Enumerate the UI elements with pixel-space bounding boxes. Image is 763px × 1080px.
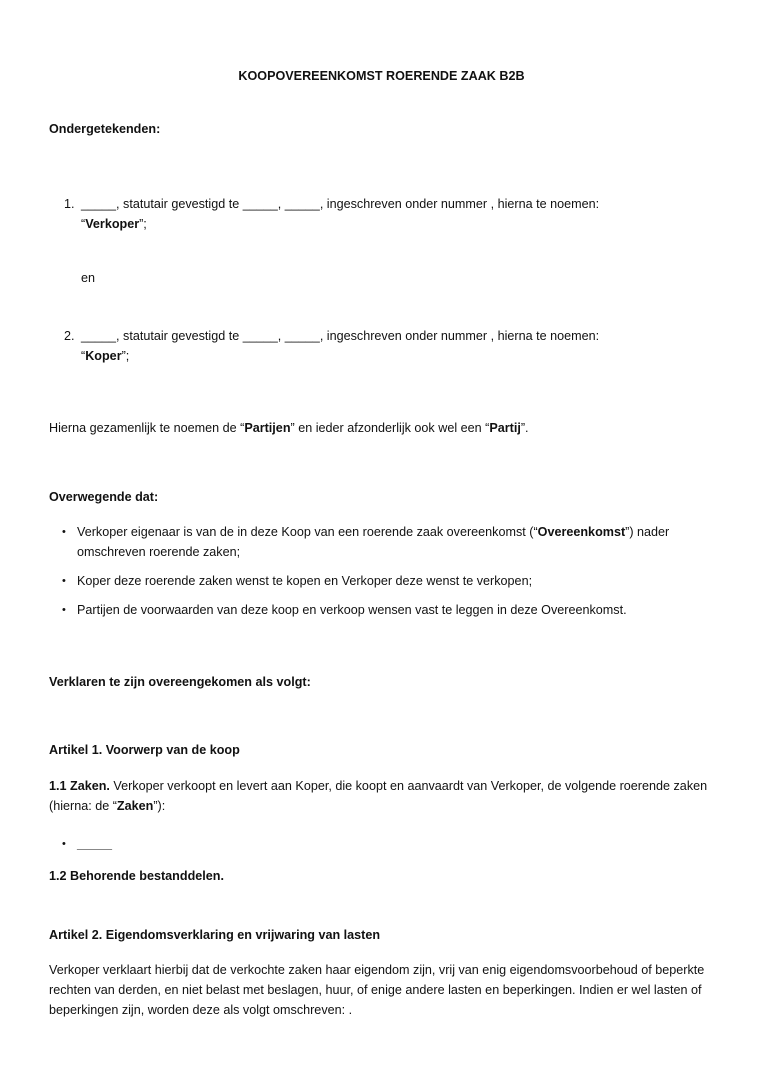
collective-text-c: ”. [520,421,529,435]
document-title: KOOPOVEREENKOMST ROERENDE ZAAK B2B [238,69,525,83]
article-2-heading: Artikel 2. Eigendomsverklaring en vrijwaring van lasten [49,928,381,942]
term-partij: Partij [489,421,521,435]
party-1-registration-text: , ingeschreven onder nummer , hierna te noemen: [319,197,600,211]
goods-item-blank: _____ [77,837,113,851]
whereas-heading: Overwegende dat: [49,490,159,504]
party-1-defined-term: Verkoper [85,217,140,231]
whereas-text-a: Verkoper eigenaar is van de in deze Koop van een roerende zaak overeenkomst (“ [77,525,538,539]
party-2-seat-blank: _____ [242,329,278,343]
party-1-city-blank: _____ [284,197,320,211]
term-partijen: Partijen [244,421,291,435]
separator: , [277,197,285,211]
party-1-seat-label: , statutair gevestigd te [116,197,243,211]
collective-definition [49,418,729,438]
whereas-item-text: Partijen de voorwaarden van deze koop en verkoop wensen vast te leggen in deze Overeenkomst. [77,603,627,617]
quote-close: ”; [139,217,147,231]
party-1-name-blank: _____ [81,197,117,211]
party-1-seat-blank: _____ [242,197,278,211]
declare-heading: Verklaren te zijn overeengekomen als volgt: [49,675,311,689]
party-2-city-blank: _____ [284,329,320,343]
quote-open: “ [81,349,86,363]
quote-close: ”; [121,349,130,363]
quote-open: “ [81,217,86,231]
whereas-item-text [77,522,727,562]
party-2-text [81,326,711,366]
clause-1-1-text: Verkoper verkoopt en levert aan Koper, die koopt en aanvaardt van Verkoper, de volgende roerende zaken (hierna: de “ [49,779,708,813]
party-2-seat-label: , statutair gevestigd te [116,329,243,343]
clause-1-1 [49,776,709,816]
and-word: en [81,271,96,285]
party-2-name-blank: _____ [81,329,117,343]
bullet-icon: • [62,526,66,538]
whereas-item-text: Koper deze roerende zaken wenst te kopen en Verkoper deze wenst te verkopen; [77,574,533,588]
bullet-icon: • [62,838,66,850]
bullet-icon: • [62,575,66,587]
clause-1-2-label: 1.2 Behorende bestanddelen. [49,869,224,883]
party-1-text [81,194,711,234]
term-zaken: Zaken [116,799,154,813]
party-2-registration-text: , ingeschreven onder nummer , hierna te noemen: [319,329,600,343]
party-2-number: 2. [64,329,75,343]
clause-1-1-text-end: ”): [153,799,166,813]
party-1-number: 1. [64,197,75,211]
collective-text-a: Hierna gezamenlijk te noemen de “ [49,421,245,435]
party-2-defined-term: Koper [85,349,122,363]
whereas-text-b: ”) nader omschreven roerende zaken; [77,525,670,559]
collective-text-b: ” en ieder afzonderlijk ook wel een “ [290,421,490,435]
undersigned-heading: Ondergetekenden: [49,122,161,136]
article-1-heading: Artikel 1. Voorwerp van de koop [49,743,240,757]
article-2-body: Verkoper verklaart hierbij dat de verkochte zaken haar eigendom zijn, vrij van enig eigendomsvoorbehoud of beperkte rechten van derden, en niet belast met beslagen, huur, of enige andere lasten en beperkingen. Indien er wel lasten of beperkingen zijn, worden deze als volgt omschreven: . [49,963,705,1017]
separator: , [277,329,285,343]
term-overeenkomst: Overeenkomst [537,525,626,539]
clause-1-1-label: 1.1 Zaken. [49,779,110,793]
bullet-icon: • [62,604,66,616]
